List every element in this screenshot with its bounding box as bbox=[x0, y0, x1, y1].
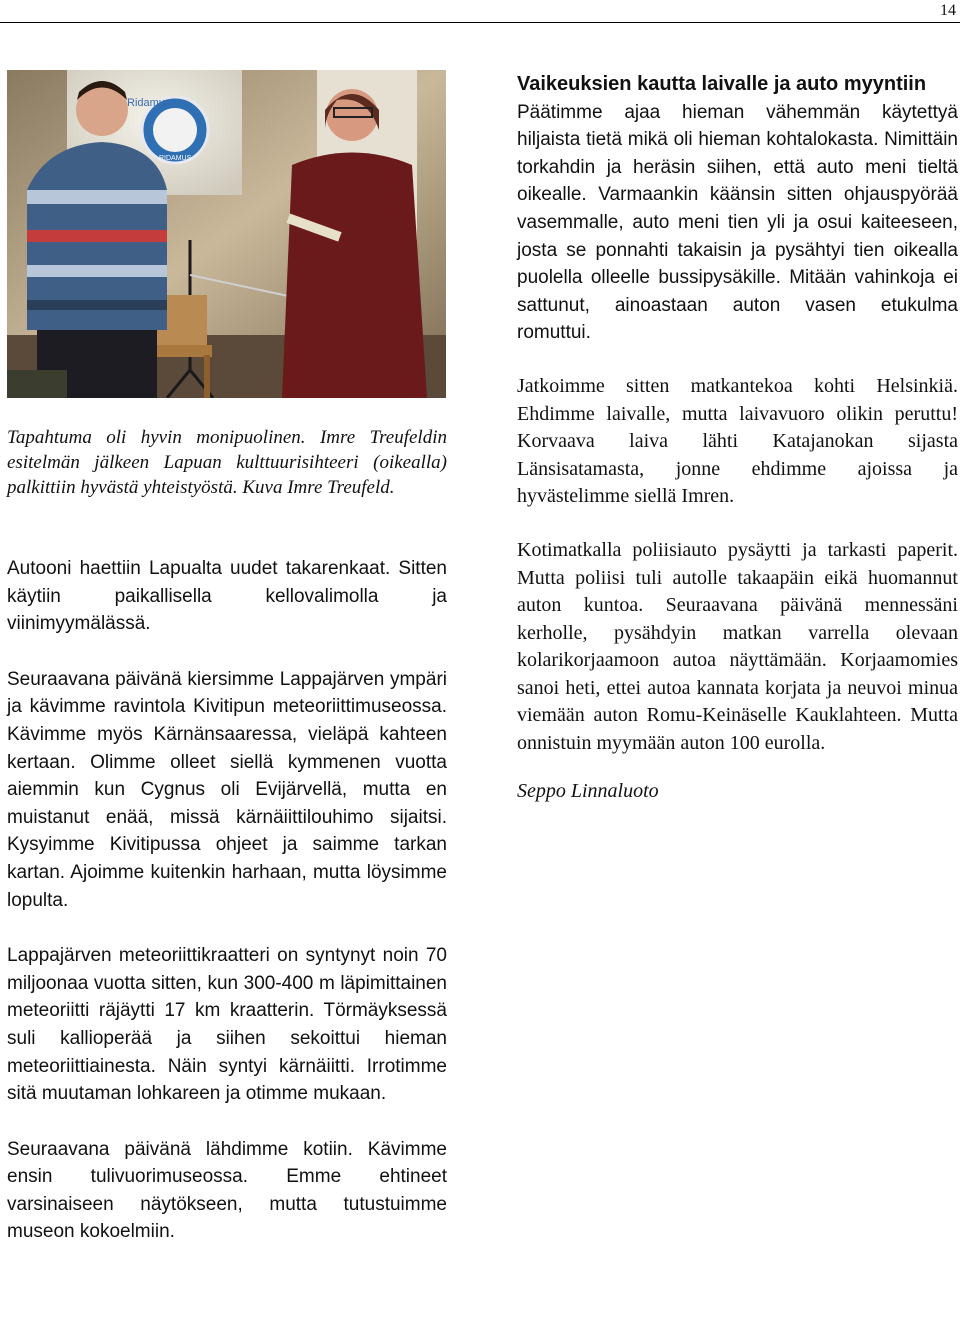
paragraph: Lappajärven meteoriittikraatteri on syntynyt noin 70 miljoonaa vuotta sitten, kun 300-400 m läpimittainen meteoriitti räjäytti 17 km kraatterin. Törmäyksessä suli kallioperää ja siihen sekoittui hieman meteoriittiainesta. Näin syntyi kärnäiitti. Irrotimme sitä muutaman lohkareen ja otimme mukaan. bbox=[7, 945, 447, 1105]
left-column bbox=[7, 425, 447, 1246]
paragraph: Jatkoimme sitten matkantekoa kohti Helsinkiä. Ehdimme laivalle, mutta laivavuoro olikin peruttu! Korvaava laiva lähti Katajanokan sijasta Länsisatamasta, jonne ehdimme ajoissa ja hyvästelimme siellä Imren. bbox=[517, 374, 958, 508]
paragraph: Seuraavana päivänä kiersimme Lappajärven ympäri ja kävimme ravintola Kivitipun meteoriittimuseossa. Kävimme myös Kärnänsaaressa, vieläpä kahteen kertaan. Olimme olleet siellä kymmenen vuotta aiemmin kun Cygnus oli Evijärvellä, mutta en muistanut enää, missä kärnäiittilouhimo sijaitsi. Kysyimme Kivitipussa ohjeet ja saimme tarkan kartan. Ajoimme kuitenkin harhaan, mutta löysimme lopulta. bbox=[7, 668, 447, 911]
right-column bbox=[517, 71, 958, 805]
paragraph: Autooni haettiin Lapualta uudet takarenkaat. Sitten käytiin paikallisella kellovalimolla ja viinimyymälässä. bbox=[7, 558, 447, 635]
paragraph: Kotimatkalla poliisiauto pysäytti ja tarkasti paperit. Mutta poliisi tuli autolle takaapäin eikä huomannut auton kuntoa. Seuraavana päivänä mennessäni kerholle, pysähdyin matkan varrella olevaan kolarikorjaamoon autoa näyttämään. Korjaamomies sanoi heti, ettei autoa kannata korjata ja neuvoi minua viemään auton Romu-Keinäselle Kauklahteen. Mutta onnistuin myymään auton 100 eurolla. bbox=[517, 538, 958, 755]
author-signature: Seppo Linnaluoto bbox=[517, 779, 659, 802]
paragraph: Seuraavana päivänä lähdimme kotiin. Kävimme ensin tulivuorimuseossa. Emme ehtineet varsinaiseen näytökseen, mutta tutustuimme museon kokoelmiin. bbox=[7, 1138, 447, 1243]
page-number: 14 bbox=[940, 2, 956, 19]
projection-title: Ridamus bbox=[127, 97, 171, 109]
photo-image bbox=[7, 70, 446, 398]
event-photo bbox=[7, 70, 446, 398]
header-rule bbox=[0, 22, 960, 23]
photo-caption: Tapahtuma oli hyvin monipuolinen. Imre Treufeldin esitelmän jälkeen Lapuan kulttuurisihteeri (oikealla) palkittiin hyvästä yhteistyöstä. Kuva Imre Treufeld. bbox=[7, 427, 447, 498]
paragraph: Päätimme ajaa hieman vähemmän käytettyä hiljaista tietä mikä oli hieman kohtalokasta. Nimittäin torkahdin ja heräsin siihen, että auto meni tieltä oikealle. Varmaankin käänsin sitten ohjauspyörää vasemmalle, auto meni tien yli ja osui kaiteeseen, josta se ponnahti takaisin ja pysähtyi tien oikealla puolella olleelle bussipysäkille. Mitään vahinkoja ei sattunut, ainoastaan auton vasen etukulma romuttui. bbox=[517, 101, 958, 344]
projection-badge: RIDAMUS bbox=[159, 155, 192, 162]
section-heading: Vaikeuksien kautta laivalle ja auto myyntiin bbox=[517, 73, 927, 95]
